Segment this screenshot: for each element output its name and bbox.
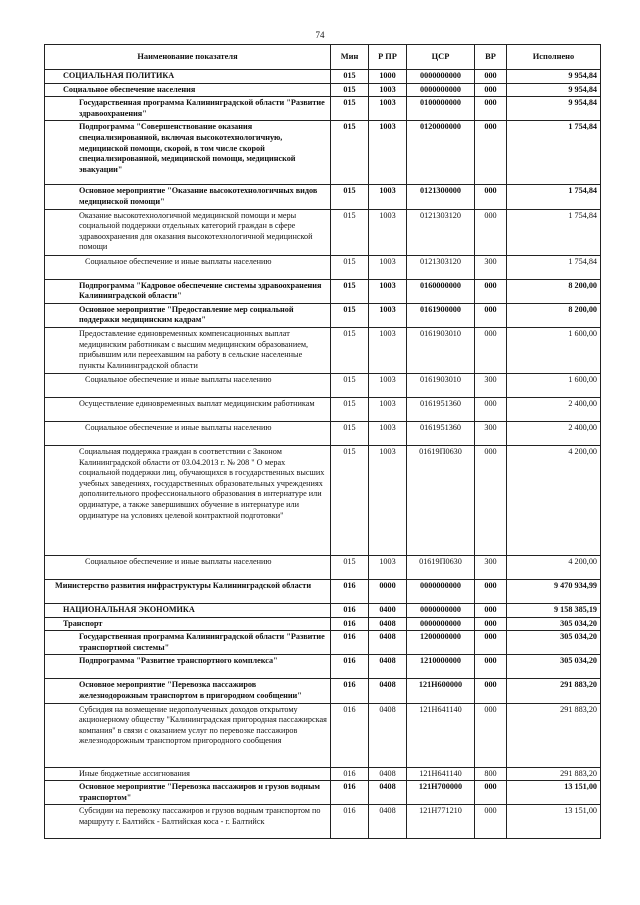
row-min: 016	[331, 603, 369, 617]
row-min: 015	[331, 209, 369, 255]
row-vr: 000	[475, 327, 507, 373]
table-row	[45, 83, 601, 97]
row-vr: 000	[475, 617, 507, 631]
row-name: Основное мероприятие "Перевозка пассажиров и грузов водным транспортом"	[45, 781, 331, 805]
row-name: Основное мероприятие "Оказание высокотехнологичных видов медицинской помощи"	[45, 185, 331, 209]
row-csr: 0000000000	[407, 83, 475, 97]
row-min: 015	[331, 121, 369, 185]
row-value: 13 151,00	[507, 781, 601, 805]
row-vr: 000	[475, 703, 507, 767]
row-min: 015	[331, 83, 369, 97]
table-row	[45, 655, 601, 679]
row-value: 8 200,00	[507, 279, 601, 303]
row-vr: 800	[475, 767, 507, 781]
row-csr: 0000000000	[407, 579, 475, 603]
row-rpr: 1003	[369, 209, 407, 255]
table-row	[45, 767, 601, 781]
row-vr: 000	[475, 397, 507, 421]
row-csr: 01619П0630	[407, 445, 475, 555]
row-min: 015	[331, 70, 369, 84]
table-row	[45, 679, 601, 703]
row-value: 9 954,84	[507, 70, 601, 84]
row-vr: 000	[475, 679, 507, 703]
row-vr: 300	[475, 373, 507, 397]
row-name: Государственная программа Калининградской области "Развитие транспортной системы"	[45, 631, 331, 655]
table-row	[45, 555, 601, 579]
row-vr: 000	[475, 445, 507, 555]
table-row	[45, 327, 601, 373]
row-vr: 300	[475, 421, 507, 445]
row-csr: 0160000000	[407, 279, 475, 303]
row-rpr: 1003	[369, 373, 407, 397]
row-name: Транспорт	[45, 617, 331, 631]
row-name: Социальное обеспечение и иные выплаты населению	[45, 373, 331, 397]
header-csr: ЦСР	[407, 45, 475, 70]
row-rpr: 0400	[369, 603, 407, 617]
row-rpr: 1003	[369, 97, 407, 121]
row-name: Социальное обеспечение населения	[45, 83, 331, 97]
row-vr: 000	[475, 631, 507, 655]
row-csr: 121Н641140	[407, 703, 475, 767]
table-row	[45, 373, 601, 397]
table-row	[45, 781, 601, 805]
table-header-row	[45, 45, 601, 70]
row-rpr: 0000	[369, 579, 407, 603]
row-rpr: 1003	[369, 83, 407, 97]
row-csr: 0000000000	[407, 603, 475, 617]
row-rpr: 0408	[369, 655, 407, 679]
row-rpr: 0408	[369, 767, 407, 781]
row-vr: 000	[475, 97, 507, 121]
row-csr: 0121303120	[407, 209, 475, 255]
row-vr: 000	[475, 603, 507, 617]
row-value: 8 200,00	[507, 303, 601, 327]
row-csr: 1210000000	[407, 655, 475, 679]
row-rpr: 0408	[369, 679, 407, 703]
row-name: СОЦИАЛЬНАЯ ПОЛИТИКА	[45, 70, 331, 84]
row-value: 9 158 385,19	[507, 603, 601, 617]
row-name: Субсидии на перевозку пассажиров и грузов водным транспортом по маршруту г. Балтийск - Балтийская коса - г. Балтийск	[45, 805, 331, 839]
row-vr: 000	[475, 781, 507, 805]
table-row	[45, 579, 601, 603]
table-row	[45, 421, 601, 445]
row-csr: 1200000000	[407, 631, 475, 655]
row-value: 1 600,00	[507, 327, 601, 373]
row-vr: 000	[475, 655, 507, 679]
row-value: 1 754,84	[507, 255, 601, 279]
row-vr: 300	[475, 555, 507, 579]
table-row	[45, 121, 601, 185]
row-rpr: 0408	[369, 781, 407, 805]
row-name: Предоставление единовременных компенсационных выплат медицинским работникам с высшим медицинским образованием, прибывшим или переехавшим на работу в сельские населенные пункты Калининградской области	[45, 327, 331, 373]
row-csr: 121Н600000	[407, 679, 475, 703]
row-min: 016	[331, 679, 369, 703]
row-csr: 01619П0630	[407, 555, 475, 579]
row-name: Подпрограмма "Кадровое обеспечение системы здравоохранения Калининградской области"	[45, 279, 331, 303]
row-csr: 0120000000	[407, 121, 475, 185]
row-rpr: 1003	[369, 185, 407, 209]
row-rpr: 0408	[369, 631, 407, 655]
row-name: Оказание высокотехнологичной медицинской помощи и меры социальной поддержки отдельных категорий граждан в сфере здравоохранения для оказания высокотехнологичной медицинской помощи	[45, 209, 331, 255]
row-min: 015	[331, 397, 369, 421]
header-min: Мин	[331, 45, 369, 70]
header-rpr: Р ПР	[369, 45, 407, 70]
row-rpr: 0408	[369, 617, 407, 631]
row-name: НАЦИОНАЛЬНАЯ ЭКОНОМИКА	[45, 603, 331, 617]
row-value: 305 034,20	[507, 617, 601, 631]
row-min: 016	[331, 631, 369, 655]
row-name: Социальное обеспечение и иные выплаты населению	[45, 421, 331, 445]
row-value: 2 400,00	[507, 397, 601, 421]
row-value: 291 883,20	[507, 703, 601, 767]
row-name: Государственная программа Калининградской области "Развитие здравоохранения"	[45, 97, 331, 121]
table-row	[45, 209, 601, 255]
row-value: 1 754,84	[507, 185, 601, 209]
row-name: Социальная поддержка граждан в соответствии с Законом Калининградской области от 03.04.2013 г. № 208 " О мерах социальной поддержки лиц, обучающихся в государственных высших учебных заведениях, государственных образовательных учреждениях дополнительного профессионального образования в интернатуре или ординатуре, а также завершивших обучение в интернатуре или ординатуре на условиях целевой контрактной подготовки"	[45, 445, 331, 555]
table-row	[45, 185, 601, 209]
row-vr: 000	[475, 579, 507, 603]
row-csr: 0100000000	[407, 97, 475, 121]
row-rpr: 0408	[369, 703, 407, 767]
row-value: 2 400,00	[507, 421, 601, 445]
row-vr: 300	[475, 255, 507, 279]
row-name: Субсидия на возмещение недополученных доходов открытому акционерному обществу "Калининградская пригородная пассажирская компания" в связи с оказанием услуг по перевозке пассажиров железнодорожным транспортом пригородного сообщения	[45, 703, 331, 767]
row-rpr: 1003	[369, 303, 407, 327]
row-rpr: 0408	[369, 805, 407, 839]
row-value: 13 151,00	[507, 805, 601, 839]
row-vr: 000	[475, 121, 507, 185]
table-row	[45, 805, 601, 839]
row-vr: 000	[475, 83, 507, 97]
table-row	[45, 603, 601, 617]
row-csr: 121Н771210	[407, 805, 475, 839]
row-value: 4 200,00	[507, 445, 601, 555]
row-value: 9 954,84	[507, 83, 601, 97]
row-min: 015	[331, 279, 369, 303]
row-min: 016	[331, 767, 369, 781]
row-csr: 0161951360	[407, 397, 475, 421]
row-vr: 000	[475, 279, 507, 303]
table-row	[45, 255, 601, 279]
row-csr: 121Н700000	[407, 781, 475, 805]
row-min: 015	[331, 421, 369, 445]
row-value: 9 470 934,99	[507, 579, 601, 603]
row-min: 015	[331, 97, 369, 121]
row-vr: 000	[475, 185, 507, 209]
row-name: Иные бюджетные ассигнования	[45, 767, 331, 781]
row-vr: 000	[475, 303, 507, 327]
header-name: Наименование показателя	[45, 45, 331, 70]
row-name: Осуществление единовременных выплат медицинским работникам	[45, 397, 331, 421]
row-rpr: 1003	[369, 255, 407, 279]
budget-table	[44, 44, 601, 839]
row-csr: 0161900000	[407, 303, 475, 327]
row-min: 016	[331, 781, 369, 805]
row-value: 305 034,20	[507, 631, 601, 655]
table-row	[45, 703, 601, 767]
row-min: 015	[331, 555, 369, 579]
table-row	[45, 397, 601, 421]
row-csr: 0000000000	[407, 70, 475, 84]
row-csr: 0000000000	[407, 617, 475, 631]
table-row	[45, 445, 601, 555]
row-rpr: 1003	[369, 421, 407, 445]
table-row	[45, 303, 601, 327]
row-csr: 0121303120	[407, 255, 475, 279]
header-vr: ВР	[475, 45, 507, 70]
row-vr: 000	[475, 805, 507, 839]
row-csr: 121Н641140	[407, 767, 475, 781]
row-value: 1 600,00	[507, 373, 601, 397]
header-value: Исполнено	[507, 45, 601, 70]
row-name: Основное мероприятие "Перевозка пассажиров железнодорожным транспортом в пригородном сообщении"	[45, 679, 331, 703]
row-vr: 000	[475, 70, 507, 84]
row-name: Социальное обеспечение и иные выплаты населению	[45, 255, 331, 279]
row-rpr: 1003	[369, 327, 407, 373]
row-csr: 0121300000	[407, 185, 475, 209]
table-row	[45, 97, 601, 121]
row-rpr: 1003	[369, 445, 407, 555]
row-min: 016	[331, 703, 369, 767]
row-min: 015	[331, 327, 369, 373]
table-row	[45, 617, 601, 631]
row-value: 1 754,84	[507, 121, 601, 185]
row-rpr: 1003	[369, 121, 407, 185]
row-value: 9 954,84	[507, 97, 601, 121]
row-value: 4 200,00	[507, 555, 601, 579]
row-min: 016	[331, 579, 369, 603]
row-rpr: 1003	[369, 397, 407, 421]
row-rpr: 1003	[369, 279, 407, 303]
table-row	[45, 279, 601, 303]
row-name: Социальное обеспечение и иные выплаты населению	[45, 555, 331, 579]
row-value: 1 754,84	[507, 209, 601, 255]
row-min: 015	[331, 255, 369, 279]
row-csr: 0161903010	[407, 327, 475, 373]
row-min: 015	[331, 445, 369, 555]
row-min: 016	[331, 617, 369, 631]
row-csr: 0161903010	[407, 373, 475, 397]
row-name: Подпрограмма "Развитие транспортного комплекса"	[45, 655, 331, 679]
row-value: 291 883,20	[507, 679, 601, 703]
row-min: 015	[331, 303, 369, 327]
page-number: 74	[315, 30, 325, 40]
row-vr: 000	[475, 209, 507, 255]
row-rpr: 1000	[369, 70, 407, 84]
row-value: 305 034,20	[507, 655, 601, 679]
row-min: 015	[331, 185, 369, 209]
row-min: 015	[331, 373, 369, 397]
row-name: Министерство развития инфраструктуры Калининградской области	[45, 579, 331, 603]
row-value: 291 883,20	[507, 767, 601, 781]
row-name: Основное мероприятие "Предоставление мер социальной поддержки медицинским кадрам"	[45, 303, 331, 327]
table-row	[45, 631, 601, 655]
row-csr: 0161951360	[407, 421, 475, 445]
row-min: 016	[331, 655, 369, 679]
table-row	[45, 70, 601, 84]
row-name: Подпрограмма "Совершенствование оказания специализированной, включая высокотехнологичную, медицинской помощи, скорой, в том числе скорой специализированной, медицинской помощи, медицинской эвакуации"	[45, 121, 331, 185]
row-rpr: 1003	[369, 555, 407, 579]
row-min: 016	[331, 805, 369, 839]
